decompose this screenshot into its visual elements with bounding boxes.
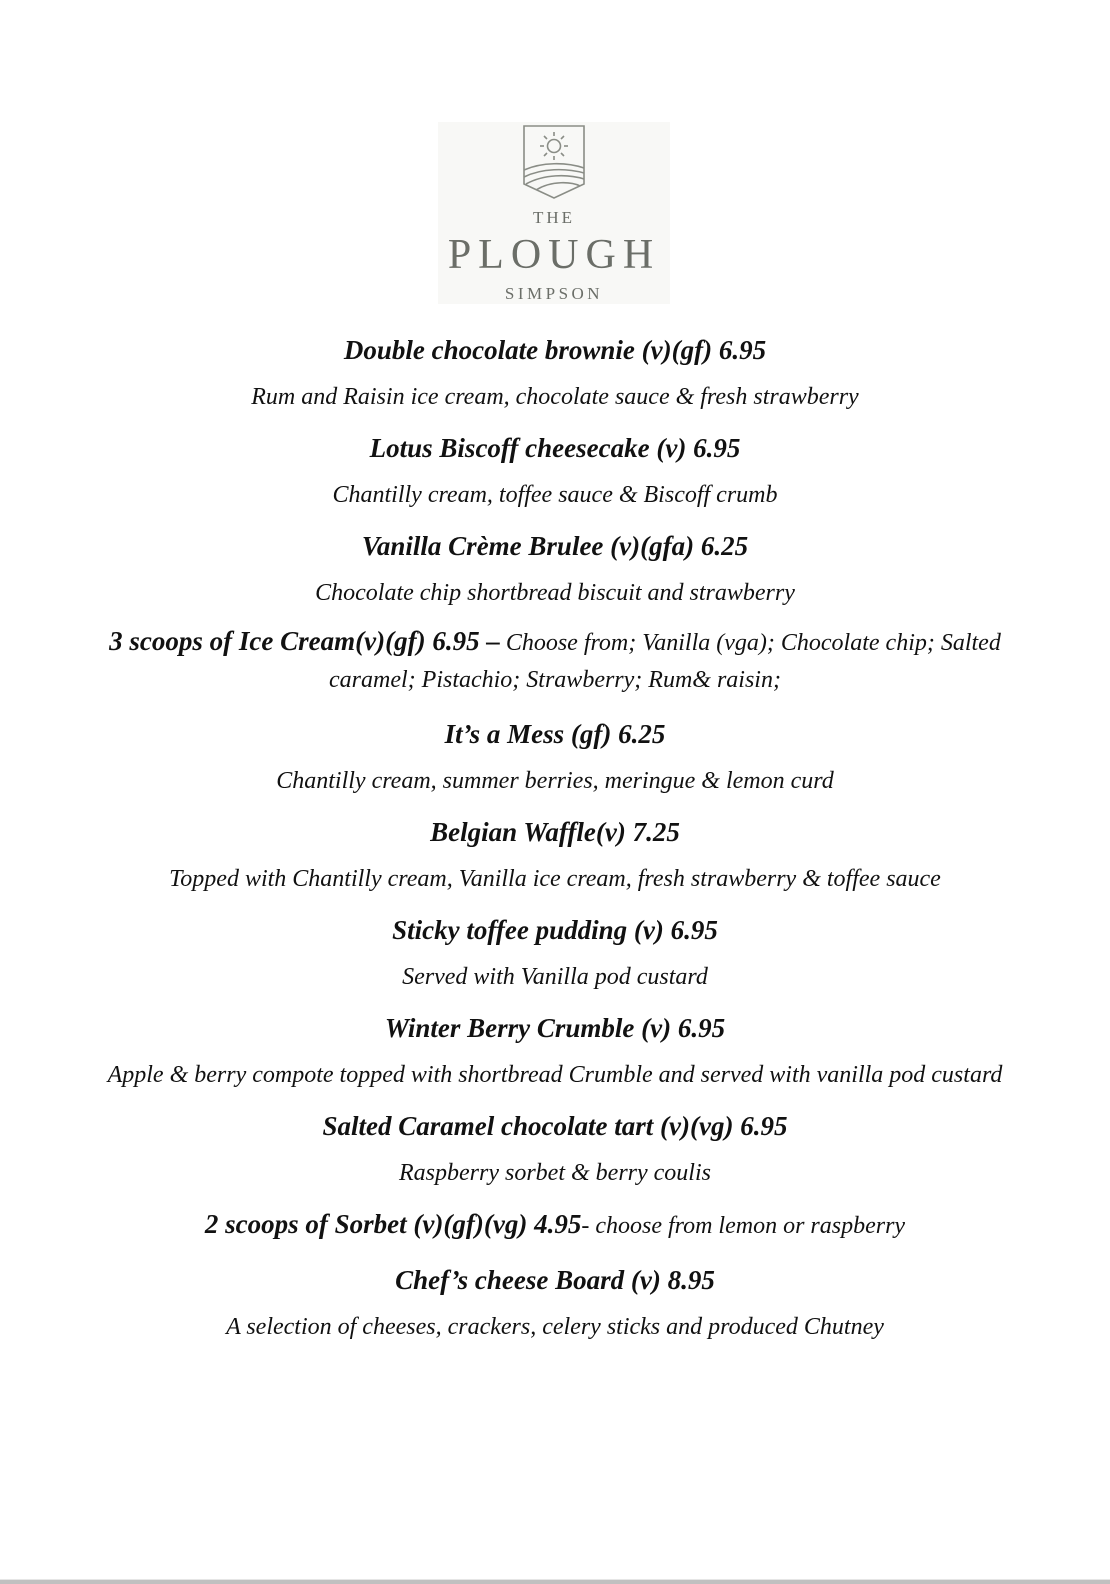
item-title: Lotus Biscoff cheesecake (v) 6.95 bbox=[369, 433, 741, 463]
item-title: Double chocolate brownie (v)(gf) 6.95 bbox=[343, 335, 767, 365]
item-title-with-options bbox=[80, 624, 1030, 698]
menu-item bbox=[80, 1260, 1030, 1344]
logo-name-text: PLOUGH bbox=[447, 232, 661, 278]
item-description: Topped with Chantilly cream, Vanilla ice cream, fresh strawberry & toffee sauce bbox=[169, 866, 941, 892]
item-description: Rum and Raisin ice cream, chocolate sauce & fresh strawberry bbox=[251, 384, 859, 410]
item-description: A selection of cheeses, crackers, celery sticks and produced Chutney bbox=[226, 1314, 884, 1340]
menu-item bbox=[80, 1106, 1030, 1190]
dessert-menu bbox=[80, 330, 1030, 1344]
item-description: Served with Vanilla pod custard bbox=[402, 964, 708, 990]
sun-over-fields-shield-icon bbox=[522, 124, 586, 200]
restaurant-logo bbox=[438, 122, 670, 304]
menu-item bbox=[80, 428, 1030, 512]
menu-item bbox=[80, 526, 1030, 610]
menu-item bbox=[80, 910, 1030, 994]
item-title: Chef’s cheese Board (v) 8.95 bbox=[395, 1265, 715, 1295]
item-description: Raspberry sorbet & berry coulis bbox=[399, 1160, 711, 1186]
item-title: 3 scoops of Ice Cream(v)(gf) 6.95 – bbox=[109, 626, 500, 656]
item-title: Belgian Waffle(v) 7.25 bbox=[430, 817, 680, 847]
item-title: 2 scoops of Sorbet (v)(gf)(vg) 4.95 bbox=[204, 1209, 582, 1239]
item-title: Sticky toffee pudding (v) 6.95 bbox=[392, 915, 718, 945]
menu-item bbox=[80, 330, 1030, 414]
item-description: Apple & berry compote topped with shortbread Crumble and served with vanilla pod custard bbox=[107, 1062, 1003, 1088]
item-description: Chantilly cream, toffee sauce & Biscoff crumb bbox=[332, 482, 778, 508]
item-title: Winter Berry Crumble (v) 6.95 bbox=[384, 1013, 726, 1043]
menu-item bbox=[80, 1204, 1030, 1246]
logo-the-text: THE bbox=[532, 208, 576, 227]
menu-item bbox=[80, 714, 1030, 798]
page-bottom-edge bbox=[0, 1579, 1110, 1584]
item-title: It’s a Mess (gf) 6.25 bbox=[444, 719, 666, 749]
item-inline-description: Choose from; Vanilla (vga); Chocolate chip; Salted caramel; Pistachio; Strawberry; Rum& raisin; bbox=[329, 630, 1001, 693]
menu-item bbox=[80, 1008, 1030, 1092]
item-title: Vanilla Crème Brulee (v)(gfa) 6.25 bbox=[361, 531, 749, 561]
menu-item bbox=[80, 812, 1030, 896]
logo-place-text: SIMPSON bbox=[504, 284, 604, 303]
item-title: Salted Caramel chocolate tart (v)(vg) 6.95 bbox=[322, 1111, 788, 1141]
item-inline-description: - choose from lemon or raspberry bbox=[581, 1213, 906, 1239]
item-description: Chantilly cream, summer berries, meringue & lemon curd bbox=[276, 768, 834, 794]
item-description: Chocolate chip shortbread biscuit and strawberry bbox=[315, 580, 795, 606]
item-title-with-options bbox=[80, 1204, 1030, 1246]
menu-item bbox=[80, 624, 1030, 698]
